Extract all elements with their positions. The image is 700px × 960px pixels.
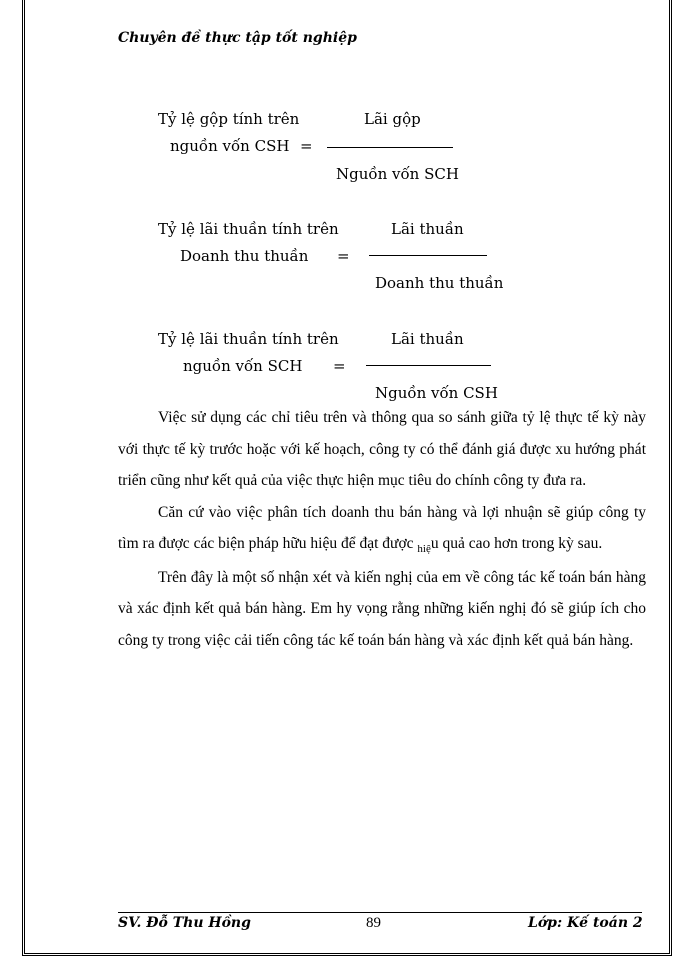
fraction-line bbox=[369, 255, 487, 256]
formula-denominator: Nguồn vốn CSH bbox=[375, 384, 498, 402]
formula-label-line1: Tỷ lệ lãi thuần tính trên bbox=[158, 330, 339, 348]
body-text bbox=[118, 402, 646, 656]
equals-sign: = bbox=[333, 357, 346, 375]
formula-numerator: Lãi gộp bbox=[364, 110, 421, 128]
formula-denominator: Nguồn vốn SCH bbox=[336, 165, 459, 183]
footer-class: Lớp: Kế toán 2 bbox=[528, 915, 643, 931]
formula-numerator: Lãi thuần bbox=[391, 330, 464, 348]
fraction-line bbox=[366, 365, 491, 366]
page-number: 89 bbox=[366, 915, 381, 931]
equals-sign: = bbox=[337, 247, 350, 265]
footer-rule bbox=[118, 912, 642, 913]
formula-label-line2: nguồn vốn SCH bbox=[183, 357, 303, 375]
equals-sign: = bbox=[300, 137, 313, 155]
paragraph-2-text-end: u quả cao hơn trong kỳ sau. bbox=[430, 535, 603, 552]
formula-label-line1: Tỷ lệ lãi thuần tính trên bbox=[158, 220, 339, 238]
formula-label-line2: Doanh thu thuần bbox=[180, 247, 309, 265]
formula-numerator: Lãi thuần bbox=[391, 220, 464, 238]
paragraph-2 bbox=[118, 497, 646, 562]
footer-author: SV. Đỗ Thu Hồng bbox=[118, 915, 251, 931]
formula-label-line1: Tỷ lệ gộp tính trên bbox=[158, 110, 300, 128]
paragraph-3: Trên đây là một số nhận xét và kiến nghị của em về công tác kế toán bán hàng và xác định kết quả bán hàng. Em hy vọng rằng những kiến nghị đó sẽ giúp ích cho công ty trong việc cải tiến công tác kế toán bán hàng và xác định kết quả bán hàng. bbox=[118, 568, 646, 649]
paragraph-2-subscript: hiệ bbox=[417, 543, 431, 555]
formula-label-line2: nguồn vốn CSH bbox=[170, 137, 290, 155]
paragraph-1: Việc sử dụng các chỉ tiêu trên và thông qua so sánh giữa tỷ lệ thực tế kỳ này với thực tế kỳ trước hoặc với kế hoạch, công ty có thể đánh giá được xu hướng phát triển cũng như kết quả của việc thực hiện mục tiêu do chính công ty đưa ra. bbox=[118, 409, 646, 489]
formula-denominator: Doanh thu thuần bbox=[375, 274, 504, 292]
paragraph-2-text: Căn cứ vào việc phân tích doanh thu bán hàng và lợi nhuận sẽ giúp công ty tìm ra được các biện pháp hữu hiệu để đạt được bbox=[118, 503, 646, 552]
header-title: Chuyên đề thực tập tốt nghiệp bbox=[118, 30, 357, 46]
fraction-line bbox=[327, 147, 453, 148]
